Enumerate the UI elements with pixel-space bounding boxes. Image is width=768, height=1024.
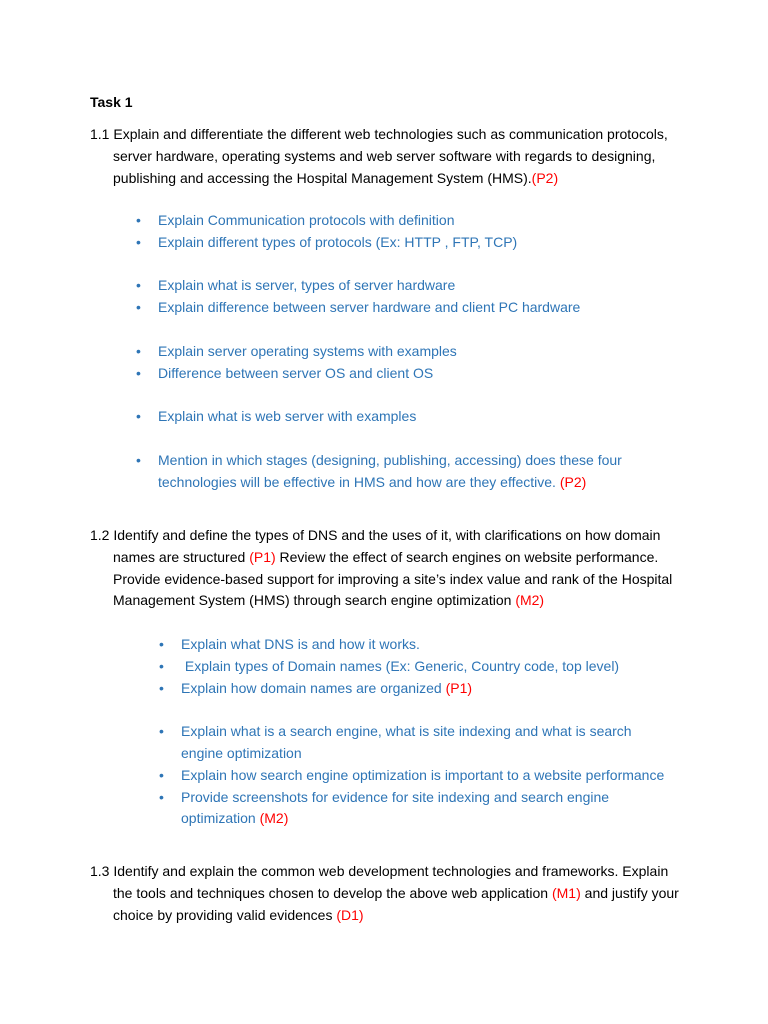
- list-spacer: [158, 428, 628, 450]
- list-spacer: [181, 699, 671, 721]
- list-spacer: [158, 384, 628, 406]
- list-item: • Explain Communication protocols with definition: [158, 210, 628, 232]
- bullet-icon: •: [159, 766, 164, 783]
- list-item: • Provide screenshots for evidence for site indexing and search engine optimization (M2): [159, 788, 610, 827]
- bullet-icon: •: [159, 636, 164, 652]
- list-item: • Explain what is server, types of server hardware: [158, 275, 628, 297]
- list-item: • Mention in which stages (designing, publishing, accessing) does these four technologies will be effective in HMS and how are they effective. (P2): [136, 451, 622, 490]
- list-item: • Explain difference between server hardware and client PC hardware: [158, 297, 628, 319]
- list-item: • Explain how search engine optimization is important to a website performance: [181, 765, 671, 787]
- bullet-icon: •: [159, 679, 164, 696]
- list-item: • Explain what is web server with examples: [158, 406, 628, 428]
- bullet-tag: (P2): [559, 473, 587, 490]
- bullet-icon: •: [136, 364, 141, 381]
- section-1-3-tag-1: (M1): [551, 884, 581, 901]
- section-1-1-text: 1.1 Explain and differentiate the different web technologies such as communication protocols, server hardware, operating systems and web server software with regards to designing, publishing and accessing the Hospital Management System (HMS).: [90, 126, 668, 186]
- section-1-3-paragraph: 1.3 Identify and explain the common web development technologies and frameworks. Explain the tools and techniques chosen to develop the above web application (M1) and justify your choice by providing valid evidences (D1): [90, 863, 679, 923]
- list-item: • Explain server operating systems with examples: [158, 341, 628, 363]
- section-1-1-bullets: [136, 210, 628, 493]
- bullet-icon: •: [159, 723, 164, 740]
- section-1-2-tag-2: (M2): [515, 592, 545, 609]
- section-1-3-tag-2: (D1): [336, 906, 364, 923]
- section-1-1-paragraph: [90, 124, 680, 189]
- bullet-icon: •: [136, 212, 141, 228]
- list-spacer: [158, 319, 628, 341]
- bullet-icon: •: [136, 451, 141, 468]
- list-item: • Explain types of Domain names (Ex: Generic, Country code, top level): [181, 656, 671, 678]
- task-title: Task 1: [90, 94, 133, 110]
- bullet-icon: •: [136, 277, 141, 294]
- bullet-icon: •: [136, 299, 141, 316]
- bullet-tag: (P1): [445, 679, 473, 696]
- list-item: • Explain what DNS is and how it works.: [181, 634, 671, 656]
- section-1-2-tag-1: (P1): [249, 548, 276, 565]
- list-item: • Explain what is a search engine, what is site indexing and what is search engine optimization: [159, 723, 632, 761]
- list-item: • Explain different types of protocols (Ex: HTTP , FTP, TCP): [158, 232, 628, 254]
- bullet-icon: •: [159, 788, 164, 805]
- bullet-icon: •: [136, 233, 141, 250]
- section-1-1-tag: (P2): [531, 169, 559, 186]
- list-item: • Explain how domain names are organized (P1): [181, 678, 671, 700]
- list-spacer: [158, 254, 628, 276]
- section-1-2-paragraph: 1.2 Identify and define the types of DNS and the uses of it, with clarifications on how domain names are structured (P1) Review the effect of search engines on website performance. Provide evidence-based support for improving a site’s index value and rank of the Hospital Management System (HMS) through search engine optimization (M2): [90, 527, 673, 609]
- section-1-2-bullets: [159, 634, 671, 830]
- bullet-icon: •: [136, 342, 141, 359]
- bullet-icon: •: [159, 657, 164, 674]
- bullet-tag: (M2): [259, 810, 289, 827]
- list-item: • Difference between server OS and client OS: [158, 363, 628, 385]
- bullet-icon: •: [136, 408, 141, 425]
